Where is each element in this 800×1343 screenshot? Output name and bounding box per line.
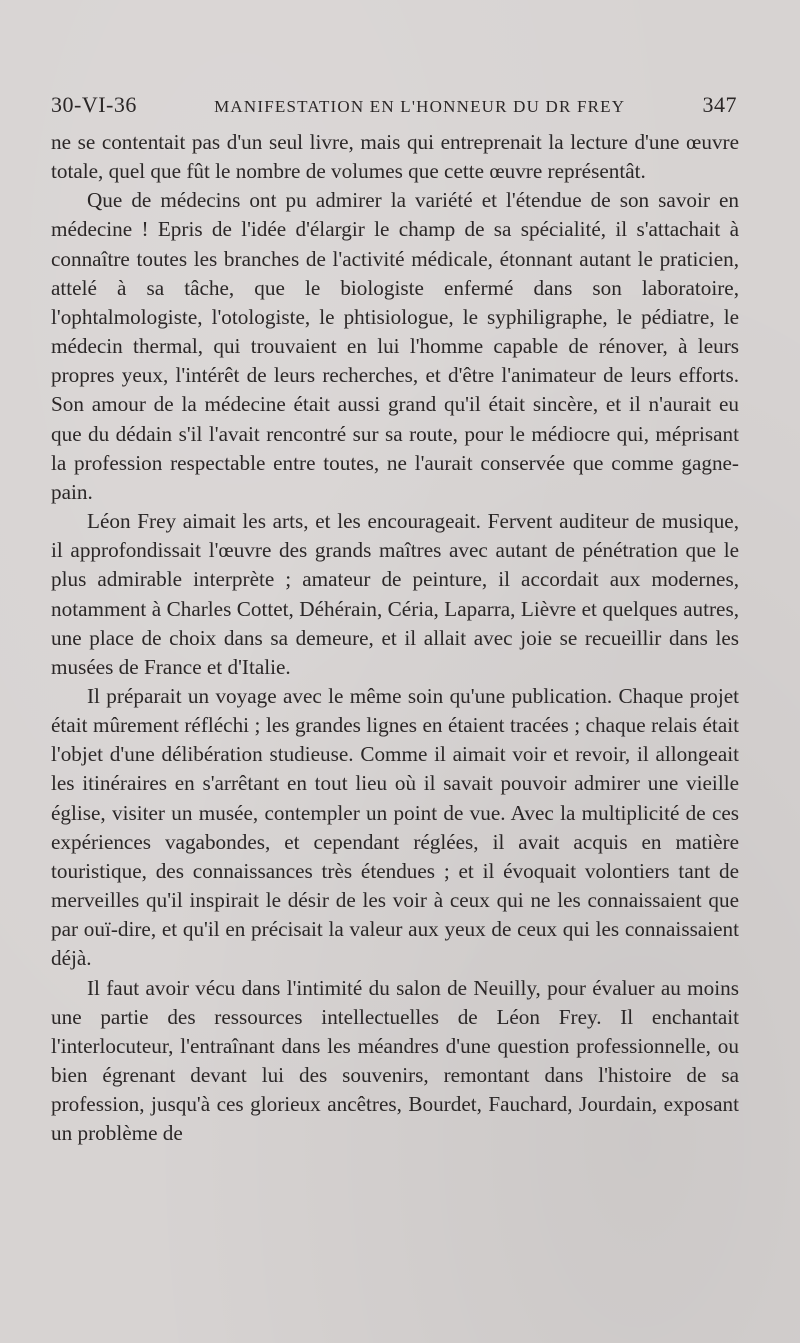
paragraph-arts: Léon Frey aimait les arts, et les encourageait. Fervent auditeur de musique, il approfondissait l'œuvre des grands maîtres avec autant de pénétration que le plus admirable interprète ; amateur de peinture, il accordait aux modernes, notamment à Charles Cottet, Déhérain, Céria, Laparra, Lièvre et quelques autres, une place de choix dans sa demeure, et il allait avec joie se recueillir dans les musées de France et d'Italie. — [51, 509, 739, 679]
paragraph-salon: Il faut avoir vécu dans l'intimité du salon de Neuilly, pour évaluer au moins une partie des ressources intellectuelles de Léon Frey. Il enchantait l'interlocuteur, l'entraînant dans les méandres d'une question professionnelle, ou bien égrenant devant lui des souvenirs, remontant dans l'histoire de sa profession, jusqu'à ces glorieux ancêtres, Bourdet, Fauchard, Jourdain, exposant un problème de — [51, 975, 739, 1146]
paragraph-voyage: Il préparait un voyage avec le même soin qu'une publication. Chaque projet était mûrement réfléchi ; les grandes lignes en étaient tracées ; chaque relais était l'objet d'une délibération studieuse. Comme il aimait voir et revoir, il allongeait les itinéraires en s'arrêtant en tout lieu où il savait pouvoir admirer une vieille église, visiter un musée, contempler un point de vue. Avec la multiplicité de ces expériences vagabondes, et cependant réglées, il avait acquis en matière touristique, des connaissances très étendues ; et il évoquait volontiers tant de merveilles qu'il inspirait le désir de les voir à ceux qui ne les connaissaient que par ouï-dire, et qu'il en précisait la valeur aux yeux de ceux qui les connaissaient déjà. — [51, 683, 739, 971]
page — [51, 92, 739, 1148]
page-number: 347 — [702, 92, 737, 117]
running-head — [51, 92, 739, 128]
paragraph-continuation: ne se contentait pas d'un seul livre, mais qui entreprenait la lecture d'une œuvre totale, quel que fût le nombre de volumes que cette œuvre représentât. — [51, 130, 739, 184]
paragraph-medecine: Que de médecins ont pu admirer la variété et l'étendue de son savoir en médecine ! Epris de l'idée d'élargir le champ de sa spécialité, il s'attachait à connaître toutes les branches de l'activité médicale, étonnant autant le praticien, attelé à sa tâche, que le biologiste enfermé dans son laboratoire, l'ophtalmologiste, l'otologiste, le phtisiologue, le syphiligraphe, le pédiatre, le médecin thermal, qui trouvaient en lui l'homme capable de rénover, à leurs propres yeux, l'intérêt de leurs recherches, et d'être l'animateur de leurs efforts. Son amour de la médecine était aussi grand qu'il était sincère, et il n'aurait eu que du dédain s'il l'avait rencontré sur sa route, pour le médiocre qui, méprisant la profession respectable entre toutes, ne l'aurait conservée que comme gagne-pain. — [51, 188, 739, 504]
header-title: MANIFESTATION EN L'HONNEUR DU DR FREY — [214, 97, 626, 116]
header-date: 30-VI-36 — [51, 92, 137, 117]
body-text — [51, 128, 739, 1148]
